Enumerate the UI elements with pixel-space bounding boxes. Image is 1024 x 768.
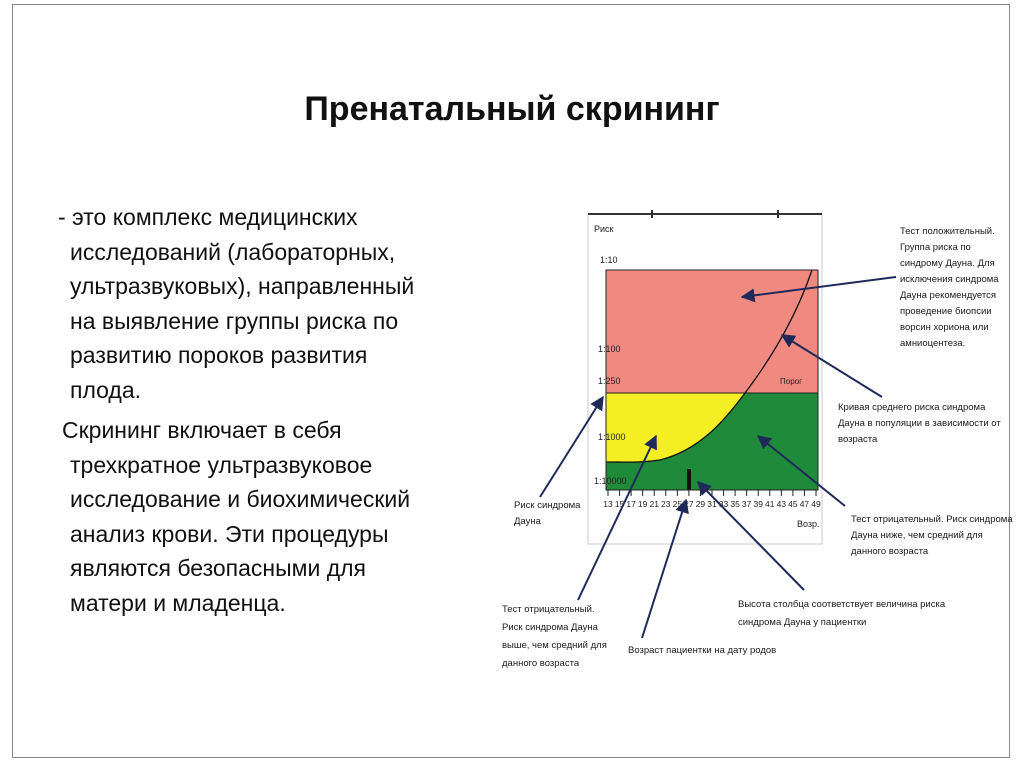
annotation-line: данного возраста [851,546,929,557]
age-tick-label: 45 [788,499,798,509]
annotation-line: Возраст пациентки на дату родов [628,645,777,656]
threshold-label: Порог [780,377,803,386]
annotation-line: Высота столбца соответствует величина риска [738,599,946,610]
annotation-line: Риск синдрома Дауна [502,622,598,633]
risk-tick-label: 1:10000 [594,476,627,486]
annotation-line: Тест положительный. [900,226,995,237]
annotation-line: Дауна ниже, чем средний для [851,530,983,541]
risk-tick-label: 1:250 [598,376,621,386]
age-tick-label: 21 [649,499,659,509]
text-line: Скрининг включает в себя [62,417,342,443]
annotation-line: исключения синдрома [900,274,999,285]
text-line: развитию пороков развития [70,342,368,368]
annotation-line: Дауна рекомендуется [900,290,996,301]
slide-title: Пренатальный скрининг [304,90,720,128]
age-tick-label: 15 [614,499,625,509]
annotation-line: Группа риска по [900,242,971,253]
annotation-line: ворсин хориона или [900,322,989,333]
annotation-line: амниоцентеза. [900,338,966,349]
text-line: плода. [70,376,142,403]
annotation-line: синдрому Дауна. Для [900,258,995,269]
annotation-bar-height [738,599,946,628]
annotation-line: Кривая среднего риска синдрома [838,402,986,413]
text-line: ультразвуковых), направленный [70,273,415,299]
age-tick-label: 39 [753,499,763,509]
y-axis-label: Риск [594,224,614,234]
age-tick-label: 27 [684,499,694,509]
x-axis-label: Возр. [797,519,820,529]
annotation-line: Тест отрицательный. Риск синдрома [851,514,1013,525]
age-tick-label: 23 [661,499,671,509]
age-tick-label: 49 [811,499,821,509]
age-tick-label: 13 [603,499,613,509]
age-tick-label: 41 [765,499,775,509]
annotation-line: Дауна [514,516,541,527]
age-tick-label: 17 [626,499,636,509]
text-line: анализ крови. Эти процедуры [70,520,389,547]
annotation-negative-high [502,604,607,669]
annotation-line: Дауна в популяции в зависимости от [838,418,1001,429]
text-line: трехкратное ультразвуковое [70,451,373,478]
patient-risk-bar [687,469,691,490]
risk-tick-label: 1:10 [600,255,618,265]
annotation-line: проведение биопсии [900,306,992,317]
age-tick-label: 25 [672,499,683,509]
age-tick-label: 33 [718,499,729,509]
text-line: являются безопасными для [70,555,366,581]
annotation-line: синдрома Дауна у пациентки [738,617,867,628]
age-tick-label: 19 [637,499,648,509]
annotation-patient-age [628,645,776,656]
age-tick-label: 47 [799,499,810,509]
annotation-negative-low [851,514,1013,557]
risk-tick-label: 1:100 [598,344,621,354]
annotation-line: Тест отрицательный. [502,604,595,615]
text-line: исследование и биохимический [70,486,411,512]
text-line: исследований (лабораторных, [70,238,396,265]
age-tick-label: 29 [695,499,706,509]
annotation-line: Риск синдрома [514,500,581,511]
risk-tick-label: 1:1000 [598,432,626,442]
annotation-positive [900,226,999,349]
text-line: на выявление группы риска по [70,307,399,334]
annotation-line: данного возраста [502,658,580,669]
annotation-curve [838,402,1001,445]
age-tick-label: 43 [776,499,787,509]
annotation-line: выше, чем средний для [502,640,607,651]
age-tick-label: 31 [707,499,717,509]
high-risk-zone [606,270,818,393]
age-tick-label: 35 [730,499,740,509]
annotation-line: возраста [838,434,878,445]
text-line: матери и младенца. [70,589,286,616]
annotation-risk-label [514,500,581,527]
age-tick-label: 37 [741,499,752,509]
text-line: - это комплекс медицинских [58,204,358,230]
